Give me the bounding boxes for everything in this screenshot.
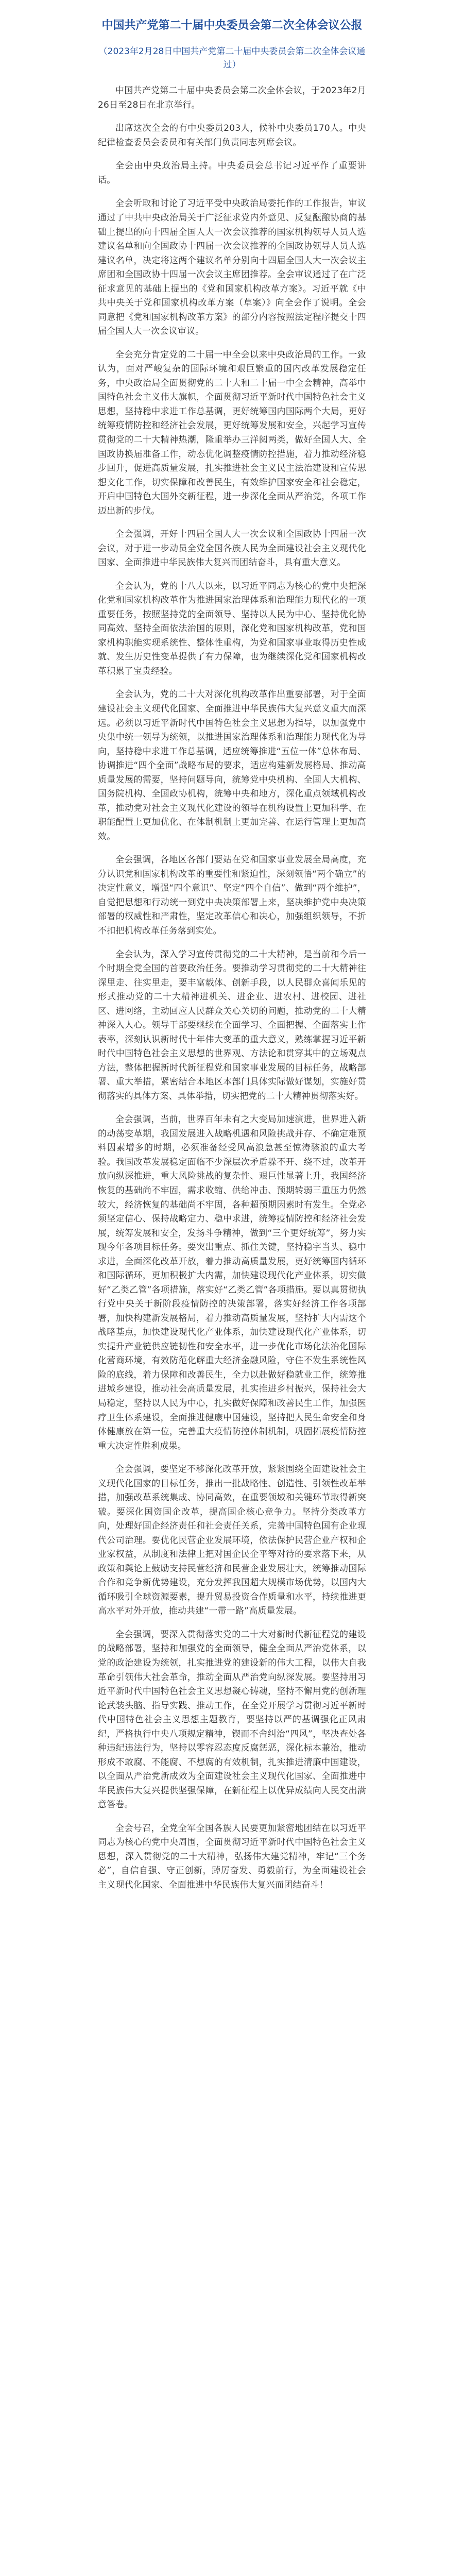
paragraph: 全会号召，全党全军全国各族人民要更加紧密地团结在以习近平同志为核心的党中央周围，全面贯彻习近平新时代中国特色社会主义思想，深入贯彻党的二十大精神，弘扬伟大建党精神，牢记“三个务必”，自信自强、守正创新，踔厉奋发、勇毅前行，为全面建设社会主义现代化国家、全面推进中华民族伟大复兴而团结奋斗！ — [98, 1823, 366, 1890]
document-title: 中国共产党第二十届中央委员会第二次全体会议公报 — [101, 19, 363, 32]
paragraph: 出席这次全会的有中央委员203人，候补中央委员170人。中央纪律检查委员会委员和有关部门负责同志列席会议。 — [98, 123, 366, 148]
paragraph: 全会认为，党的二十大对深化机构改革作出重要部署，对于全面建设社会主义现代化国家、全面推进中华民族伟大复兴意义重大而深远。必须以习近平新时代中国特色社会主义思想为指导，以加强党中央集中统一领导为统领，以推进国家治理体系和治理能力现代化为导向，坚持稳中求进工作总基调，适应统筹推进“五位一体”总体布局、协调推进“四个全面”战略布局的要求，适应构建新发展格局、推动高质量发展的需要，坚持问题导向，统筹党中央机构、全国人大机构、国务院机构、全国政协机构，统筹中央和地方，深化重点领域机构改革，推动党对社会主义现代化建设的领导在机构设置上更加科学、在职能配置上更加优化、在体制机制上更加完善、在运行管理上更加高效。 — [98, 689, 366, 842]
paragraph: 全会认为，深入学习宣传贯彻党的二十大精神，是当前和今后一个时期全党全国的首要政治任务。要推动学习贯彻党的二十大精神往深里走、往实里走，要丰富载体、创新手段，以人民群众喜闻乐见的形式推动党的二十大精神进机关、进企业、进农村、进校园、进社区、进网络，主动回应人民群众关心关切的问题，推动党的二十大精神深入人心。领导干部要继续在全面学习、全面把握、全面落实上作表率，深刻认识新时代十年伟大变革的重大意义，熟练掌握习近平新时代中国特色社会主义思想的世界观、方法论和贯穿其中的立场观点方法，整体把握新时代新征程党和国家事业发展的目标任务，战略部署、重大举措，紧密结合本地区本部门具体实际做好谋划，实施好贯彻落实的具体方案、具体举措，切实把党的二十大精神贯彻落实好。 — [98, 949, 366, 1101]
paragraph: 全会由中央政治局主持。中央委员会总书记习近平作了重要讲话。 — [98, 161, 366, 185]
paragraph: 全会强调，要坚定不移深化改革开放，紧紧围绕全面建设社会主义现代化国家的目标任务，推出一批战略性、创造性、引领性改革举措，加强改革系统集成、协同高效，在重要领域和关键环节取得新突破。要深化国资国企改革，提高国企核心竞争力。坚持分类改革方向，处理好国企经济责任和社会责任关系，完善中国特色国有企业现代公司治理。要优化民营企业发展环境，依法保护民营企业产权和企业家权益，从制度和法律上把对国企民企平等对待的要求落下来，从政策和舆论上鼓励支持民营经济和民营企业发展壮大，统筹推动国际合作和竞争新优势建设，充分发挥我国超大规模市场优势，以国内大循环吸引全球资源要素，提升贸易投资合作质量和水平，持续推进更高水平对外开放，推动共建“一带一路”高质量发展。 — [98, 1464, 366, 1617]
paragraph: 全会强调，当前，世界百年未有之大变局加速演进，世界进入新的动荡变革期，我国发展进入战略机遇和风险挑战并存、不确定难预料因素增多的时期，必须准备经受风高浪急甚至惊涛骇浪的重大考验。我国改革发展稳定面临不少深层次矛盾躲不开、绕不过，改革开放向纵深推进，重大风险挑战的复杂性、艰巨性显著上升，我国经济恢复的基础尚不牢固，需求收缩、供给冲击、预期转弱三重压力仍然较大，经济恢复的基础尚不牢固，各种超预期因素时有发生。全党必须坚定信心、保持战略定力、稳中求进，统筹疫情防控和经济社会发展，统筹发展和安全，发扬斗争精神，做到“三个更好统筹”，努力实现今年各项目标任务。要突出重点、抓住关键，坚持稳字当头、稳中求进，全面深化改革开放，着力推动高质量发展，更好统筹国内循环和国际循环，更加积极扩大内需，加快建设现代化产业体系，切实做好“乙类乙管”各项措施，落实好“乙类乙管”各项措施。要以真贯彻执行党中央关于新阶段疫情防控的决策部署，落实好经济工作各项部署，加快构建新发展格局，着力推动高质量发展，坚持扩大内需这个战略基点，加快建设现代化产业体系，加快建设现代化产业体系，切实提升产业链供应链韧性和安全水平，进一步优化市场化法治化国际化营商环境，有效防范化解重大经济金融风险，守住不发生系统性风险的底线，着力保障和改善民生，全力以赴做好稳就业工作，统筹推进城乡建设，推动社会高质量发展，扎实推进乡村振兴，保持社会大局稳定，坚持以人民为中心，扎实做好保障和改善民生工作，加强医疗卫生体系建设，全面推进健康中国建设，坚持把人民生命安全和身体健康放在第一位，完善重大疫情防控体制机制，巩固拓展疫情防控重大决定性胜利成果。 — [98, 1114, 366, 1451]
paragraph: 中国共产党第二十届中央委员会第二次全体会议，于2023年2月26日至28日在北京举行。 — [98, 86, 366, 110]
paragraph: 全会充分肯定党的二十届一中全会以来中央政治局的工作。一致认为，面对严峻复杂的国际环境和艰巨繁重的国内改革发展稳定任务，中央政治局全面贯彻党的二十大和二十届一中全会精神，高举中国特色社会主义伟大旗帜，全面贯彻习近平新时代中国特色社会主义思想，坚持稳中求进工作总基调，更好统筹国内国际两个大局，更好统筹疫情防控和经济社会发展，更好统筹发展和安全，兴起学习宣传贯彻党的二十大精神热潮，隆重举办三洋阅两类，做好全国人大、全国政协换届准备工作，动态优化调整疫情防控措施，着力推动经济稳步回升，促进高质量发展，扎实推进社会主义民主法治建设和宣传思想文化工作，切实保障和改善民生，有效维护国家安全和社会稳定，开启中国特色大国外交新征程，进一步深化全面从严治党，各项工作迈出新的步伐。 — [98, 349, 366, 516]
paragraph: 全会强调，各地区各部门要站在党和国家事业发展全局高度，充分认识党和国家机构改革的重要性和紧迫性，深刻领悟“两个确立”的决定性意义，增强“四个意识”、坚定“四个自信”、做到“两个维护”，自觉把思想和行动统一到党中央决策部署上来，坚决维护党中央决策部署的权威性和严肃性，坚定改革信心和决心，加强组织领导，不折不扣把机构改革任务落到实处。 — [98, 855, 366, 936]
paragraph: 全会强调，开好十四届全国人大一次会议和全国政协十四届一次会议，对于进一步动员全党全国各族人民为全面建设社会主义现代化国家、全面推进中华民族伟大复兴而团结奋斗，具有重大意义。 — [98, 529, 366, 568]
paragraph: 全会强调，要深入贯彻落实党的二十大对新时代新征程党的建设的战略部署，坚持和加强党的全面领导，健全全面从严治党体系，以党的政治建设为统领，扎实推进党的建设新的伟大工程，以伟大自我革命引领伟大社会革命，推动全面从严治党向纵深发展。要坚持用习近平新时代中国特色社会主义思想凝心铸魂，坚持不懈用党的创新理论武装头脑、指导实践、推动工作，在全党开展学习贯彻习近平新时代中国特色社会主义思想主题教育，要坚持以严的基调强化正风肃纪，严格执行中央八项规定精神，锲而不舍纠治“四风”，坚决查处各种违纪违法行为，坚持以零容忍态度反腐惩恶，深化标本兼治，推动形成不敢腐、不能腐、不想腐的有效机制，扎实推进清廉中国建设，以全面从严治党新成效为全面建设社会主义现代化国家、全面推进中华民族伟大复兴提供坚强保障，在新征程上以优异成绩向人民交出满意答卷。 — [98, 1629, 366, 1810]
document-subtitle: （2023年2月28日中国共产党第二十届中央委员会第二次全体会议通过） — [98, 46, 366, 70]
paragraph: 全会认为，党的十八大以来，以习近平同志为核心的党中央把深化党和国家机构改革作为推进国家治理体系和治理能力现代化的一项重要任务，按照坚持党的全面领导、坚持以人民为中心、坚持优化协同高效、坚持全面依法治国的原则，深化党和国家机构改革，党和国家机构职能实现系统性、整体性重构，为党和国家事业取得历史性成就、发生历史性变革提供了有力保障，也为继续深化党和国家机构改革积累了宝贵经验。 — [98, 581, 366, 676]
paragraph: 全会听取和讨论了习近平受中央政治局委托作的工作报告，审议通过了中共中央政治局关于广泛征求党内外意见、反复酝酿协商的基础上提出的向十四届全国人大一次会议推荐的国家机构领导人员人选建议名单和向全国政协十四届一次会议推荐的全国政协领导人员人选建议名单，决定将这两个建议名单分别向十四届全国人大一次会议主席团和全国政协十四届一次会议主席团推荐。全会审议通过了在广泛征求意见的基础上提出的《党和国家机构改革方案》。习近平就《中共中央关于党和国家机构改革方案（草案）》向全会作了说明。全会同意把《党和国家机构改革方案》的部分内容按照法定程序提交十四届全国人大一次会议审议。 — [98, 198, 366, 337]
document-body — [98, 84, 366, 1892]
